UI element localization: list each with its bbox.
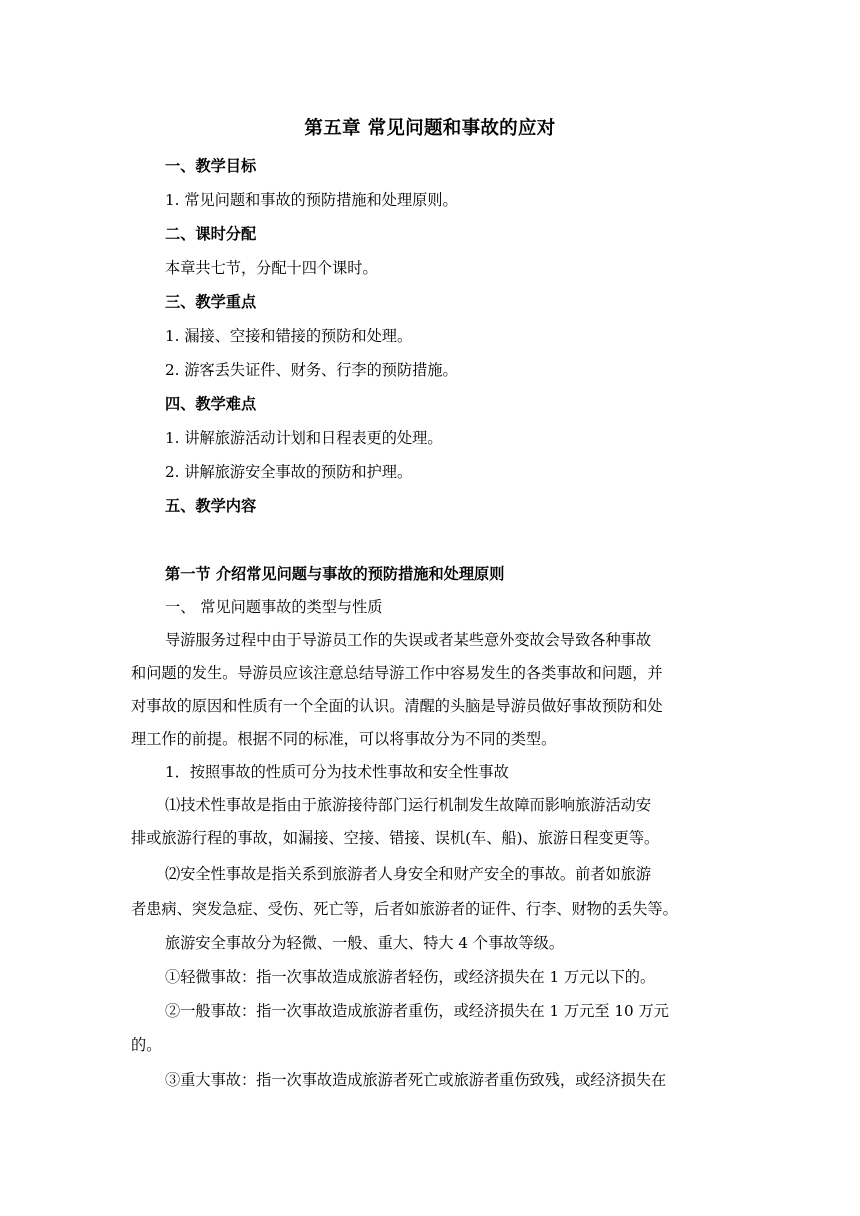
- key-item-2: 2. 游客丢失证件、财务、行李的预防措施。: [165, 361, 458, 379]
- paragraph-4: 旅游安全事故分为轻微、一般、重大、特大 4 个事故等级。: [165, 934, 565, 952]
- paragraph-6-line-2: 的。: [131, 1036, 162, 1054]
- paragraph-1-line-3: 对事故的原因和性质有一个全面的认识。清醒的头脑是导游员做好事故预防和处: [131, 697, 663, 715]
- subsection-1: 一、 常见问题事故的类型与性质: [165, 598, 383, 616]
- paragraph-3-line-1: ⑵安全性事故是指关系到旅游者人身安全和财产安全的事故。前者如旅游: [165, 865, 651, 883]
- paragraph-5: ①轻微事故：指一次事故造成旅游者轻伤，或经济损失在 1 万元以下的。: [165, 968, 656, 986]
- paragraph-3-line-2: 者患病、突发急症、受伤、死亡等，后者如旅游者的证件、行李、财物的丢失等。: [131, 900, 678, 918]
- difficult-heading: 四、教学难点: [165, 395, 257, 413]
- difficult-item-2: 2. 讲解旅游安全事故的预防和护理。: [165, 463, 413, 481]
- paragraph-1-line-2: 和问题的发生。导游员应该注意总结导游工作中容易发生的各类事故和问题，并: [131, 664, 663, 682]
- chapter-title: 第五章 常见问题和事故的应对: [304, 118, 556, 139]
- difficult-item-1: 1. 讲解旅游活动计划和日程表更的处理。: [165, 429, 443, 447]
- paragraph-7: ③重大事故：指一次事故造成旅游者死亡或旅游者重伤致残，或经济损失在: [165, 1071, 667, 1089]
- hours-heading: 二、课时分配: [165, 225, 257, 243]
- paragraph-2-line-2: 排或旅游行程的事故，如漏接、空接、错接、误机(车、船)、旅游日程变更等。: [131, 829, 660, 847]
- goal-heading: 一、教学目标: [165, 157, 257, 175]
- key-heading: 三、教学重点: [165, 293, 257, 311]
- goal-item-1: 1. 常见问题和事故的预防措施和处理原则。: [165, 191, 458, 209]
- section1-title: 第一节 介绍常见问题与事故的预防措施和处理原则: [165, 565, 505, 583]
- paragraph-2-line-1: ⑴技术性事故是指由于旅游接待部门运行机制发生故障而影响旅游活动安: [165, 796, 651, 814]
- paragraph-1-line-1: 导游服务过程中由于导游员工作的失误或者某些意外变故会导致各种事故: [165, 631, 651, 649]
- item-1: 1．按照事故的性质可分为技术性事故和安全性事故: [165, 763, 509, 781]
- paragraph-1-line-4: 理工作的前提。根据不同的标准，可以将事故分为不同的类型。: [131, 730, 557, 748]
- key-item-1: 1. 漏接、空接和错接的预防和处理。: [165, 327, 413, 345]
- content-heading: 五、教学内容: [165, 497, 257, 515]
- hours-text: 本章共七节，分配十四个课时。: [165, 259, 378, 277]
- paragraph-6-line-1: ②一般事故：指一次事故造成旅游者重伤，或经济损失在 1 万元至 10 万元: [165, 1002, 669, 1020]
